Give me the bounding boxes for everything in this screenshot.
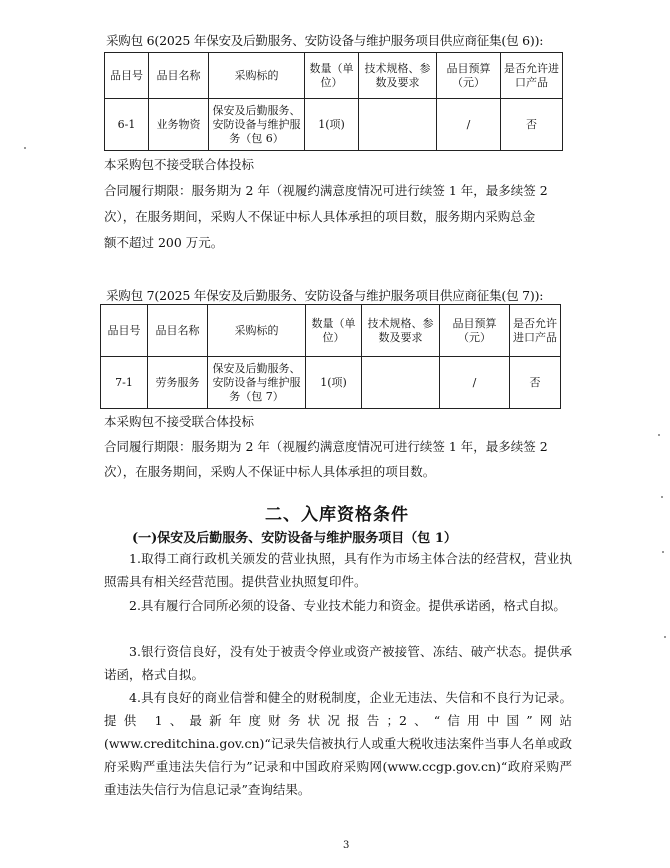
header-quantity: 数量（单位）: [306, 305, 362, 357]
header-imported: 是否允许进口产品: [501, 53, 563, 99]
package-7-term-line-1: 合同履行期限：服务期为 2 年（视履约满意度情况可进行续签 1 年，最多续签 2: [104, 439, 548, 454]
table-header-row: [105, 53, 563, 99]
package-6-consortium-note: 本采购包不接受联合体投标: [104, 157, 255, 172]
table-header-row: [101, 305, 561, 357]
cell-imported: 否: [501, 99, 563, 151]
cell-budget: /: [440, 357, 510, 409]
condition-1: 1.取得工商行政机关颁发的营业执照，具有作为市场主体合法的经营权，营业执照需具有相关经营范围。提供营业执照复印件。: [104, 551, 572, 589]
package-7-table: [100, 304, 561, 409]
package-7-term-line-2: 次），在服务期间，采购人不保证中标人具体承担的项目数。: [104, 464, 436, 479]
package-6-term-line-3: 额不超过 200 万元。: [104, 235, 224, 250]
package-7-consortium-note: 本采购包不接受联合体投标: [104, 414, 255, 429]
cell-quantity: 1(项): [306, 357, 362, 409]
condition-4: 4.具有良好的商业信誉和健全的财税制度，企业无违法、失信和不良行为记录。提供 1、最新年度财务状况报告；2、“信用中国”网站(www.creditchina.gov.cn)“记录失信被执行人或重大税收违法案件当事人名单或政府采购严重违法失信行为”记录和中国政府采购网(www.ccgp.gov.cn)“政府采购严重违法失信行为信息记录”查询结果。: [104, 690, 572, 797]
header-imported: 是否允许进口产品: [510, 305, 561, 357]
section-title: 二、入库资格条件: [265, 505, 409, 525]
cell-spec: [362, 357, 440, 409]
scan-speck: [24, 147, 26, 149]
header-budget: 品目预算（元）: [440, 305, 510, 357]
cell-item-name: 劳务服务: [148, 357, 208, 409]
header-spec: 技术规格、参数及要求: [362, 305, 440, 357]
header-quantity: 数量（单位）: [305, 53, 359, 99]
header-item-name: 品目名称: [148, 305, 208, 357]
cell-item-no: 6-1: [105, 99, 149, 151]
scan-speck: [658, 434, 660, 436]
package-6-heading: 采购包 6(2025 年保安及后勤服务、安防设备与维护服务项目供应商征集(包 6)):: [106, 33, 544, 48]
condition-3: 3.银行资信良好，没有处于被责令停业或资产被接管、冻结、破产状态。提供承诺函，格式自拟。: [104, 644, 572, 682]
cell-item-no: 7-1: [101, 357, 148, 409]
header-item-no: 品目号: [101, 305, 148, 357]
header-budget: 品目预算（元）: [437, 53, 501, 99]
table-row: [105, 99, 563, 151]
cell-spec: [359, 99, 437, 151]
header-spec: 技术规格、参数及要求: [359, 53, 437, 99]
cell-subject: 保安及后勤服务、安防设备与维护服务（包 6）: [209, 99, 305, 151]
cell-imported: 否: [510, 357, 561, 409]
package-7-heading: 采购包 7(2025 年保安及后勤服务、安防设备与维护服务项目供应商征集(包 7)):: [106, 288, 544, 303]
condition-2: 2.具有履行合同所必须的设备、专业技术能力和资金。提供承诺函，格式自拟。: [129, 598, 566, 613]
package-6-term-line-2: 次），在服务期间，采购人不保证中标人具体承担的项目数，服务期内采购总金: [104, 209, 536, 224]
scan-speck: [664, 636, 666, 638]
subsection-title: (一)保安及后勤服务、安防设备与维护服务项目（包 1）: [132, 531, 457, 546]
header-subject: 采购标的: [209, 53, 305, 99]
cell-budget: /: [437, 99, 501, 151]
table-row: [101, 357, 561, 409]
cell-quantity: 1(项): [305, 99, 359, 151]
scan-speck: [662, 551, 664, 553]
header-subject: 采购标的: [208, 305, 306, 357]
cell-subject: 保安及后勤服务、安防设备与维护服务（包 7）: [208, 357, 306, 409]
package-6-term-line-1: 合同履行期限：服务期为 2 年（视履约满意度情况可进行续签 1 年，最多续签 2: [104, 183, 548, 198]
header-item-no: 品目号: [105, 53, 149, 99]
page-number: 3: [343, 840, 350, 851]
package-6-table: [104, 52, 563, 151]
header-item-name: 品目名称: [149, 53, 209, 99]
cell-item-name: 业务物资: [149, 99, 209, 151]
scan-speck: [661, 496, 663, 498]
